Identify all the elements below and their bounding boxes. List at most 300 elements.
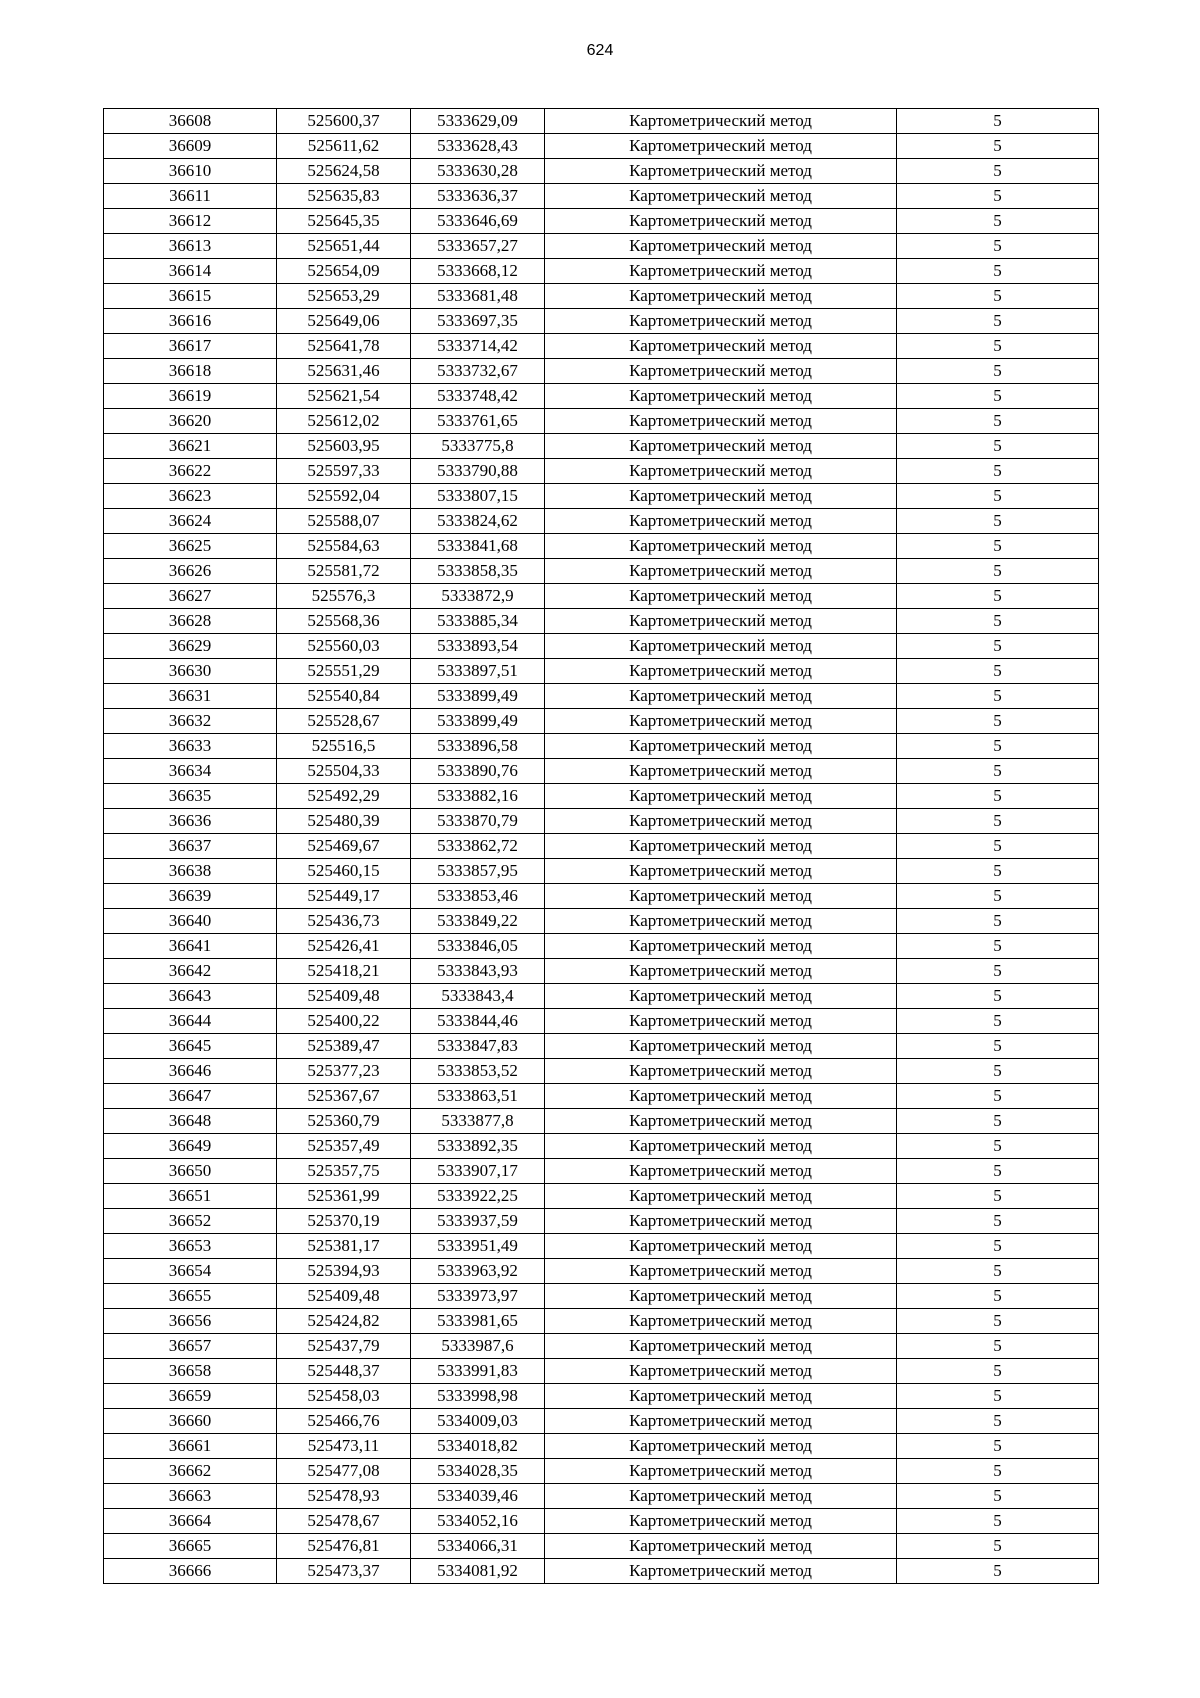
accuracy-cell: 5 bbox=[897, 434, 1099, 459]
x-coordinate-cell: 525597,33 bbox=[277, 459, 411, 484]
method-cell: Картометрический метод bbox=[545, 1459, 897, 1484]
method-cell: Картометрический метод bbox=[545, 259, 897, 284]
table-row bbox=[104, 134, 1099, 159]
accuracy-cell: 5 bbox=[897, 784, 1099, 809]
y-coordinate-cell: 5333907,17 bbox=[411, 1159, 545, 1184]
x-coordinate-cell: 525394,93 bbox=[277, 1259, 411, 1284]
point-id-cell: 36654 bbox=[104, 1259, 277, 1284]
x-coordinate-cell: 525477,08 bbox=[277, 1459, 411, 1484]
y-coordinate-cell: 5333628,43 bbox=[411, 134, 545, 159]
method-cell: Картометрический метод bbox=[545, 284, 897, 309]
table-row bbox=[104, 1284, 1099, 1309]
table-row bbox=[104, 209, 1099, 234]
y-coordinate-cell: 5333630,28 bbox=[411, 159, 545, 184]
point-id-cell: 36636 bbox=[104, 809, 277, 834]
point-id-cell: 36665 bbox=[104, 1534, 277, 1559]
point-id-cell: 36619 bbox=[104, 384, 277, 409]
y-coordinate-cell: 5333714,42 bbox=[411, 334, 545, 359]
x-coordinate-cell: 525504,33 bbox=[277, 759, 411, 784]
method-cell: Картометрический метод bbox=[545, 484, 897, 509]
point-id-cell: 36627 bbox=[104, 584, 277, 609]
x-coordinate-cell: 525551,29 bbox=[277, 659, 411, 684]
method-cell: Картометрический метод bbox=[545, 1034, 897, 1059]
method-cell: Картометрический метод bbox=[545, 1159, 897, 1184]
accuracy-cell: 5 bbox=[897, 859, 1099, 884]
point-id-cell: 36641 bbox=[104, 934, 277, 959]
method-cell: Картометрический метод bbox=[545, 1059, 897, 1084]
accuracy-cell: 5 bbox=[897, 534, 1099, 559]
y-coordinate-cell: 5334018,82 bbox=[411, 1434, 545, 1459]
method-cell: Картометрический метод bbox=[545, 534, 897, 559]
x-coordinate-cell: 525631,46 bbox=[277, 359, 411, 384]
method-cell: Картометрический метод bbox=[545, 1084, 897, 1109]
x-coordinate-cell: 525581,72 bbox=[277, 559, 411, 584]
y-coordinate-cell: 5333987,6 bbox=[411, 1334, 545, 1359]
x-coordinate-cell: 525381,17 bbox=[277, 1234, 411, 1259]
x-coordinate-cell: 525361,99 bbox=[277, 1184, 411, 1209]
table-row bbox=[104, 509, 1099, 534]
x-coordinate-cell: 525360,79 bbox=[277, 1109, 411, 1134]
method-cell: Картометрический метод bbox=[545, 559, 897, 584]
table-row bbox=[104, 109, 1099, 134]
method-cell: Картометрический метод bbox=[545, 509, 897, 534]
accuracy-cell: 5 bbox=[897, 1309, 1099, 1334]
x-coordinate-cell: 525469,67 bbox=[277, 834, 411, 859]
y-coordinate-cell: 5333790,88 bbox=[411, 459, 545, 484]
x-coordinate-cell: 525478,93 bbox=[277, 1484, 411, 1509]
table-row bbox=[104, 659, 1099, 684]
accuracy-cell: 5 bbox=[897, 459, 1099, 484]
accuracy-cell: 5 bbox=[897, 884, 1099, 909]
accuracy-cell: 5 bbox=[897, 309, 1099, 334]
table-row bbox=[104, 609, 1099, 634]
point-id-cell: 36608 bbox=[104, 109, 277, 134]
table-row bbox=[104, 759, 1099, 784]
accuracy-cell: 5 bbox=[897, 759, 1099, 784]
table-row bbox=[104, 159, 1099, 184]
table-row bbox=[104, 784, 1099, 809]
accuracy-cell: 5 bbox=[897, 659, 1099, 684]
y-coordinate-cell: 5333697,35 bbox=[411, 309, 545, 334]
method-cell: Картометрический метод bbox=[545, 809, 897, 834]
table-row bbox=[104, 584, 1099, 609]
method-cell: Картометрический метод bbox=[545, 1334, 897, 1359]
method-cell: Картометрический метод bbox=[545, 309, 897, 334]
table-row bbox=[104, 1409, 1099, 1434]
y-coordinate-cell: 5333858,35 bbox=[411, 559, 545, 584]
accuracy-cell: 5 bbox=[897, 734, 1099, 759]
x-coordinate-cell: 525600,37 bbox=[277, 109, 411, 134]
table-row bbox=[104, 1059, 1099, 1084]
x-coordinate-cell: 525653,29 bbox=[277, 284, 411, 309]
point-id-cell: 36632 bbox=[104, 709, 277, 734]
method-cell: Картометрический метод bbox=[545, 359, 897, 384]
table-row bbox=[104, 834, 1099, 859]
accuracy-cell: 5 bbox=[897, 409, 1099, 434]
table-row bbox=[104, 1109, 1099, 1134]
method-cell: Картометрический метод bbox=[545, 859, 897, 884]
y-coordinate-cell: 5333681,48 bbox=[411, 284, 545, 309]
accuracy-cell: 5 bbox=[897, 984, 1099, 1009]
table-row bbox=[104, 359, 1099, 384]
table-row bbox=[104, 1509, 1099, 1534]
point-id-cell: 36631 bbox=[104, 684, 277, 709]
accuracy-cell: 5 bbox=[897, 1159, 1099, 1184]
method-cell: Картометрический метод bbox=[545, 884, 897, 909]
table-row bbox=[104, 1384, 1099, 1409]
table-row bbox=[104, 959, 1099, 984]
accuracy-cell: 5 bbox=[897, 909, 1099, 934]
point-id-cell: 36659 bbox=[104, 1384, 277, 1409]
table-row bbox=[104, 984, 1099, 1009]
y-coordinate-cell: 5333882,16 bbox=[411, 784, 545, 809]
point-id-cell: 36658 bbox=[104, 1359, 277, 1384]
x-coordinate-cell: 525645,35 bbox=[277, 209, 411, 234]
y-coordinate-cell: 5333636,37 bbox=[411, 184, 545, 209]
method-cell: Картометрический метод bbox=[545, 959, 897, 984]
table-row bbox=[104, 1259, 1099, 1284]
accuracy-cell: 5 bbox=[897, 1484, 1099, 1509]
x-coordinate-cell: 525389,47 bbox=[277, 1034, 411, 1059]
y-coordinate-cell: 5333629,09 bbox=[411, 109, 545, 134]
y-coordinate-cell: 5334052,16 bbox=[411, 1509, 545, 1534]
y-coordinate-cell: 5333896,58 bbox=[411, 734, 545, 759]
x-coordinate-cell: 525357,49 bbox=[277, 1134, 411, 1159]
accuracy-cell: 5 bbox=[897, 234, 1099, 259]
table-row bbox=[104, 1034, 1099, 1059]
method-cell: Картометрический метод bbox=[545, 1434, 897, 1459]
point-id-cell: 36656 bbox=[104, 1309, 277, 1334]
method-cell: Картометрический метод bbox=[545, 1209, 897, 1234]
table-row bbox=[104, 434, 1099, 459]
x-coordinate-cell: 525409,48 bbox=[277, 1284, 411, 1309]
table-row bbox=[104, 709, 1099, 734]
point-id-cell: 36620 bbox=[104, 409, 277, 434]
accuracy-cell: 5 bbox=[897, 109, 1099, 134]
accuracy-cell: 5 bbox=[897, 1359, 1099, 1384]
table-row bbox=[104, 634, 1099, 659]
y-coordinate-cell: 5333937,59 bbox=[411, 1209, 545, 1234]
x-coordinate-cell: 525476,81 bbox=[277, 1534, 411, 1559]
accuracy-cell: 5 bbox=[897, 1034, 1099, 1059]
table-row bbox=[104, 259, 1099, 284]
table-row bbox=[104, 234, 1099, 259]
y-coordinate-cell: 5333847,83 bbox=[411, 1034, 545, 1059]
table-row bbox=[104, 1209, 1099, 1234]
method-cell: Картометрический метод bbox=[545, 784, 897, 809]
method-cell: Картометрический метод bbox=[545, 109, 897, 134]
accuracy-cell: 5 bbox=[897, 1334, 1099, 1359]
point-id-cell: 36666 bbox=[104, 1559, 277, 1584]
x-coordinate-cell: 525473,37 bbox=[277, 1559, 411, 1584]
accuracy-cell: 5 bbox=[897, 1559, 1099, 1584]
y-coordinate-cell: 5333951,49 bbox=[411, 1234, 545, 1259]
y-coordinate-cell: 5333899,49 bbox=[411, 709, 545, 734]
accuracy-cell: 5 bbox=[897, 559, 1099, 584]
table-body bbox=[104, 109, 1099, 1584]
point-id-cell: 36626 bbox=[104, 559, 277, 584]
point-id-cell: 36661 bbox=[104, 1434, 277, 1459]
accuracy-cell: 5 bbox=[897, 934, 1099, 959]
accuracy-cell: 5 bbox=[897, 384, 1099, 409]
y-coordinate-cell: 5333973,97 bbox=[411, 1284, 545, 1309]
table-row bbox=[104, 309, 1099, 334]
method-cell: Картометрический метод bbox=[545, 1109, 897, 1134]
method-cell: Картометрический метод bbox=[545, 184, 897, 209]
y-coordinate-cell: 5333846,05 bbox=[411, 934, 545, 959]
y-coordinate-cell: 5333824,62 bbox=[411, 509, 545, 534]
point-id-cell: 36657 bbox=[104, 1334, 277, 1359]
point-id-cell: 36618 bbox=[104, 359, 277, 384]
accuracy-cell: 5 bbox=[897, 1409, 1099, 1434]
y-coordinate-cell: 5334028,35 bbox=[411, 1459, 545, 1484]
point-id-cell: 36653 bbox=[104, 1234, 277, 1259]
x-coordinate-cell: 525377,23 bbox=[277, 1059, 411, 1084]
point-id-cell: 36664 bbox=[104, 1509, 277, 1534]
table-row bbox=[104, 734, 1099, 759]
x-coordinate-cell: 525635,83 bbox=[277, 184, 411, 209]
x-coordinate-cell: 525478,67 bbox=[277, 1509, 411, 1534]
accuracy-cell: 5 bbox=[897, 359, 1099, 384]
y-coordinate-cell: 5333892,35 bbox=[411, 1134, 545, 1159]
accuracy-cell: 5 bbox=[897, 209, 1099, 234]
table-row bbox=[104, 1359, 1099, 1384]
method-cell: Картометрический метод bbox=[545, 409, 897, 434]
x-coordinate-cell: 525357,75 bbox=[277, 1159, 411, 1184]
method-cell: Картометрический метод bbox=[545, 684, 897, 709]
x-coordinate-cell: 525588,07 bbox=[277, 509, 411, 534]
accuracy-cell: 5 bbox=[897, 1459, 1099, 1484]
x-coordinate-cell: 525400,22 bbox=[277, 1009, 411, 1034]
table-row bbox=[104, 1484, 1099, 1509]
table-row bbox=[104, 334, 1099, 359]
accuracy-cell: 5 bbox=[897, 1259, 1099, 1284]
table-row bbox=[104, 884, 1099, 909]
x-coordinate-cell: 525466,76 bbox=[277, 1409, 411, 1434]
x-coordinate-cell: 525621,54 bbox=[277, 384, 411, 409]
table-row bbox=[104, 484, 1099, 509]
x-coordinate-cell: 525492,29 bbox=[277, 784, 411, 809]
point-id-cell: 36615 bbox=[104, 284, 277, 309]
point-id-cell: 36609 bbox=[104, 134, 277, 159]
method-cell: Картометрический метод bbox=[545, 159, 897, 184]
accuracy-cell: 5 bbox=[897, 609, 1099, 634]
method-cell: Картометрический метод bbox=[545, 984, 897, 1009]
accuracy-cell: 5 bbox=[897, 259, 1099, 284]
y-coordinate-cell: 5333761,65 bbox=[411, 409, 545, 434]
method-cell: Картометрический метод bbox=[545, 334, 897, 359]
point-id-cell: 36622 bbox=[104, 459, 277, 484]
x-coordinate-cell: 525424,82 bbox=[277, 1309, 411, 1334]
table-row bbox=[104, 459, 1099, 484]
table-row bbox=[104, 409, 1099, 434]
y-coordinate-cell: 5333646,69 bbox=[411, 209, 545, 234]
x-coordinate-cell: 525367,67 bbox=[277, 1084, 411, 1109]
point-id-cell: 36647 bbox=[104, 1084, 277, 1109]
y-coordinate-cell: 5333843,93 bbox=[411, 959, 545, 984]
table-row bbox=[104, 909, 1099, 934]
x-coordinate-cell: 525603,95 bbox=[277, 434, 411, 459]
table-row bbox=[104, 809, 1099, 834]
method-cell: Картометрический метод bbox=[545, 1534, 897, 1559]
y-coordinate-cell: 5333863,51 bbox=[411, 1084, 545, 1109]
point-id-cell: 36610 bbox=[104, 159, 277, 184]
point-id-cell: 36613 bbox=[104, 234, 277, 259]
point-id-cell: 36643 bbox=[104, 984, 277, 1009]
accuracy-cell: 5 bbox=[897, 1059, 1099, 1084]
method-cell: Картометрический метод bbox=[545, 734, 897, 759]
point-id-cell: 36663 bbox=[104, 1484, 277, 1509]
point-id-cell: 36621 bbox=[104, 434, 277, 459]
point-id-cell: 36655 bbox=[104, 1284, 277, 1309]
x-coordinate-cell: 525649,06 bbox=[277, 309, 411, 334]
accuracy-cell: 5 bbox=[897, 1209, 1099, 1234]
point-id-cell: 36648 bbox=[104, 1109, 277, 1134]
point-id-cell: 36639 bbox=[104, 884, 277, 909]
accuracy-cell: 5 bbox=[897, 1509, 1099, 1534]
x-coordinate-cell: 525437,79 bbox=[277, 1334, 411, 1359]
y-coordinate-cell: 5333844,46 bbox=[411, 1009, 545, 1034]
method-cell: Картометрический метод bbox=[545, 934, 897, 959]
table-row bbox=[104, 1184, 1099, 1209]
y-coordinate-cell: 5333998,98 bbox=[411, 1384, 545, 1409]
point-id-cell: 36633 bbox=[104, 734, 277, 759]
accuracy-cell: 5 bbox=[897, 484, 1099, 509]
x-coordinate-cell: 525624,58 bbox=[277, 159, 411, 184]
accuracy-cell: 5 bbox=[897, 959, 1099, 984]
point-id-cell: 36612 bbox=[104, 209, 277, 234]
method-cell: Картометрический метод bbox=[545, 709, 897, 734]
y-coordinate-cell: 5333857,95 bbox=[411, 859, 545, 884]
method-cell: Картометрический метод bbox=[545, 1259, 897, 1284]
point-id-cell: 36644 bbox=[104, 1009, 277, 1034]
y-coordinate-cell: 5333853,52 bbox=[411, 1059, 545, 1084]
y-coordinate-cell: 5333862,72 bbox=[411, 834, 545, 859]
method-cell: Картометрический метод bbox=[545, 759, 897, 784]
x-coordinate-cell: 525584,63 bbox=[277, 534, 411, 559]
table-row bbox=[104, 534, 1099, 559]
accuracy-cell: 5 bbox=[897, 284, 1099, 309]
point-id-cell: 36642 bbox=[104, 959, 277, 984]
x-coordinate-cell: 525458,03 bbox=[277, 1384, 411, 1409]
method-cell: Картометрический метод bbox=[545, 384, 897, 409]
point-id-cell: 36652 bbox=[104, 1209, 277, 1234]
method-cell: Картометрический метод bbox=[545, 1359, 897, 1384]
point-id-cell: 36634 bbox=[104, 759, 277, 784]
x-coordinate-cell: 525473,11 bbox=[277, 1434, 411, 1459]
table-row bbox=[104, 1159, 1099, 1184]
y-coordinate-cell: 5333775,8 bbox=[411, 434, 545, 459]
point-id-cell: 36660 bbox=[104, 1409, 277, 1434]
x-coordinate-cell: 525448,37 bbox=[277, 1359, 411, 1384]
y-coordinate-cell: 5334039,46 bbox=[411, 1484, 545, 1509]
y-coordinate-cell: 5333899,49 bbox=[411, 684, 545, 709]
y-coordinate-cell: 5333849,22 bbox=[411, 909, 545, 934]
accuracy-cell: 5 bbox=[897, 1134, 1099, 1159]
y-coordinate-cell: 5333991,83 bbox=[411, 1359, 545, 1384]
point-id-cell: 36649 bbox=[104, 1134, 277, 1159]
accuracy-cell: 5 bbox=[897, 584, 1099, 609]
point-id-cell: 36623 bbox=[104, 484, 277, 509]
method-cell: Картометрический метод bbox=[545, 234, 897, 259]
point-id-cell: 36637 bbox=[104, 834, 277, 859]
y-coordinate-cell: 5333922,25 bbox=[411, 1184, 545, 1209]
point-id-cell: 36645 bbox=[104, 1034, 277, 1059]
y-coordinate-cell: 5333843,4 bbox=[411, 984, 545, 1009]
point-id-cell: 36617 bbox=[104, 334, 277, 359]
x-coordinate-cell: 525449,17 bbox=[277, 884, 411, 909]
accuracy-cell: 5 bbox=[897, 834, 1099, 859]
table-row bbox=[104, 1234, 1099, 1259]
y-coordinate-cell: 5333890,76 bbox=[411, 759, 545, 784]
x-coordinate-cell: 525576,3 bbox=[277, 584, 411, 609]
table-row bbox=[104, 934, 1099, 959]
x-coordinate-cell: 525654,09 bbox=[277, 259, 411, 284]
coordinates-table bbox=[103, 108, 1099, 1584]
y-coordinate-cell: 5333732,67 bbox=[411, 359, 545, 384]
table-row bbox=[104, 1559, 1099, 1584]
x-coordinate-cell: 525612,02 bbox=[277, 409, 411, 434]
method-cell: Картометрический метод bbox=[545, 434, 897, 459]
accuracy-cell: 5 bbox=[897, 1234, 1099, 1259]
accuracy-cell: 5 bbox=[897, 1384, 1099, 1409]
point-id-cell: 36646 bbox=[104, 1059, 277, 1084]
accuracy-cell: 5 bbox=[897, 634, 1099, 659]
method-cell: Картометрический метод bbox=[545, 1309, 897, 1334]
method-cell: Картометрический метод bbox=[545, 1284, 897, 1309]
y-coordinate-cell: 5334081,92 bbox=[411, 1559, 545, 1584]
accuracy-cell: 5 bbox=[897, 1284, 1099, 1309]
y-coordinate-cell: 5333841,68 bbox=[411, 534, 545, 559]
accuracy-cell: 5 bbox=[897, 1009, 1099, 1034]
method-cell: Картометрический метод bbox=[545, 1384, 897, 1409]
point-id-cell: 36629 bbox=[104, 634, 277, 659]
accuracy-cell: 5 bbox=[897, 509, 1099, 534]
point-id-cell: 36616 bbox=[104, 309, 277, 334]
table-row bbox=[104, 184, 1099, 209]
x-coordinate-cell: 525641,78 bbox=[277, 334, 411, 359]
y-coordinate-cell: 5333748,42 bbox=[411, 384, 545, 409]
method-cell: Картометрический метод bbox=[545, 1509, 897, 1534]
method-cell: Картометрический метод bbox=[545, 459, 897, 484]
method-cell: Картометрический метод bbox=[545, 609, 897, 634]
y-coordinate-cell: 5333870,79 bbox=[411, 809, 545, 834]
y-coordinate-cell: 5334066,31 bbox=[411, 1534, 545, 1559]
x-coordinate-cell: 525592,04 bbox=[277, 484, 411, 509]
x-coordinate-cell: 525418,21 bbox=[277, 959, 411, 984]
x-coordinate-cell: 525516,5 bbox=[277, 734, 411, 759]
method-cell: Картометрический метод bbox=[545, 1409, 897, 1434]
accuracy-cell: 5 bbox=[897, 134, 1099, 159]
point-id-cell: 36651 bbox=[104, 1184, 277, 1209]
y-coordinate-cell: 5333807,15 bbox=[411, 484, 545, 509]
x-coordinate-cell: 525460,15 bbox=[277, 859, 411, 884]
method-cell: Картометрический метод bbox=[545, 1559, 897, 1584]
y-coordinate-cell: 5333853,46 bbox=[411, 884, 545, 909]
table-row bbox=[104, 1009, 1099, 1034]
accuracy-cell: 5 bbox=[897, 159, 1099, 184]
x-coordinate-cell: 525540,84 bbox=[277, 684, 411, 709]
point-id-cell: 36650 bbox=[104, 1159, 277, 1184]
point-id-cell: 36630 bbox=[104, 659, 277, 684]
point-id-cell: 36624 bbox=[104, 509, 277, 534]
accuracy-cell: 5 bbox=[897, 334, 1099, 359]
table-row bbox=[104, 1459, 1099, 1484]
table-row bbox=[104, 1534, 1099, 1559]
accuracy-cell: 5 bbox=[897, 709, 1099, 734]
point-id-cell: 36635 bbox=[104, 784, 277, 809]
method-cell: Картометрический метод bbox=[545, 834, 897, 859]
